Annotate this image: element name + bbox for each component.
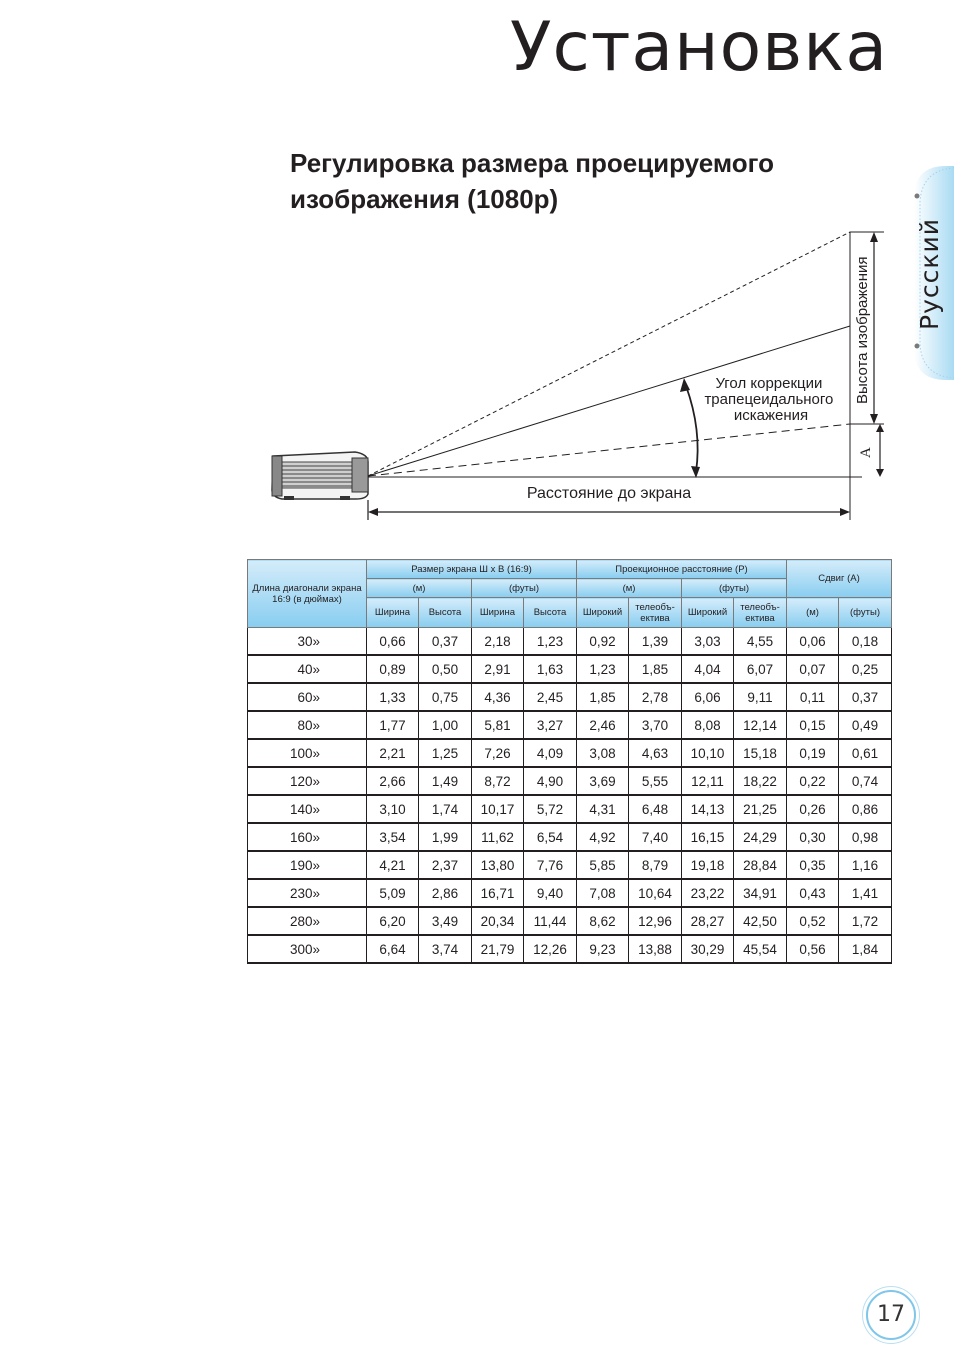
diagonal-cell: 300» bbox=[248, 935, 367, 963]
table-cell: 7,08 bbox=[577, 879, 629, 907]
header-width-ft: Ширина bbox=[472, 598, 524, 628]
table-cell: 0,35 bbox=[787, 851, 839, 879]
table-cell: 3,27 bbox=[524, 711, 577, 739]
table-cell: 0,75 bbox=[419, 683, 472, 711]
offset-label: A bbox=[858, 447, 874, 458]
table-cell: 1,77 bbox=[367, 711, 419, 739]
table-cell: 0,26 bbox=[787, 795, 839, 823]
table-cell: 3,70 bbox=[629, 711, 682, 739]
keystone-label-line-1: Угол коррекции bbox=[715, 375, 823, 392]
table-cell: 0,92 bbox=[577, 628, 629, 656]
table-cell: 5,55 bbox=[629, 767, 682, 795]
table-cell: 3,03 bbox=[682, 628, 734, 656]
table-cell: 1,72 bbox=[839, 907, 892, 935]
table-row bbox=[248, 683, 892, 711]
table-cell: 0,19 bbox=[787, 739, 839, 767]
header-distance-m: (м) bbox=[577, 579, 682, 598]
page-number: 17 bbox=[866, 1290, 916, 1340]
table-cell: 4,31 bbox=[577, 795, 629, 823]
header-screen-ft: (футы) bbox=[472, 579, 577, 598]
header-diagonal: Длина диагонали экрана 16:9 (в дюймах) bbox=[248, 560, 367, 628]
table-cell: 2,91 bbox=[472, 655, 524, 683]
table-cell: 0,49 bbox=[839, 711, 892, 739]
table-cell: 0,52 bbox=[787, 907, 839, 935]
table-cell: 0,30 bbox=[787, 823, 839, 851]
table-cell: 1,25 bbox=[419, 739, 472, 767]
diagonal-cell: 100» bbox=[248, 739, 367, 767]
table-cell: 34,91 bbox=[734, 879, 787, 907]
header-tele-m: телеобъ-ектива bbox=[629, 598, 682, 628]
table-cell: 7,26 bbox=[472, 739, 524, 767]
table-cell: 4,04 bbox=[682, 655, 734, 683]
table-cell: 4,92 bbox=[577, 823, 629, 851]
distance-arrow bbox=[368, 500, 850, 520]
table-cell: 19,18 bbox=[682, 851, 734, 879]
diagonal-cell: 230» bbox=[248, 879, 367, 907]
projector-icon bbox=[272, 452, 368, 500]
table-body bbox=[248, 628, 892, 964]
table-cell: 0,22 bbox=[787, 767, 839, 795]
keystone-label-line-3: искажения bbox=[733, 407, 809, 424]
table-row bbox=[248, 739, 892, 767]
table-cell: 28,27 bbox=[682, 907, 734, 935]
table-cell: 0,56 bbox=[787, 935, 839, 963]
keystone-label-line-2: трапецеидального bbox=[704, 391, 834, 408]
table-cell: 6,20 bbox=[367, 907, 419, 935]
header-screen-m: (м) bbox=[367, 579, 472, 598]
table-cell: 6,48 bbox=[629, 795, 682, 823]
table-cell: 0,98 bbox=[839, 823, 892, 851]
table-row bbox=[248, 879, 892, 907]
table-cell: 0,07 bbox=[787, 655, 839, 683]
table-cell: 16,15 bbox=[682, 823, 734, 851]
table-cell: 24,29 bbox=[734, 823, 787, 851]
header-wide-ft: Широкий bbox=[682, 598, 734, 628]
table-cell: 4,36 bbox=[472, 683, 524, 711]
image-height-arrow bbox=[870, 232, 878, 424]
table-cell: 8,08 bbox=[682, 711, 734, 739]
table-cell: 20,34 bbox=[472, 907, 524, 935]
table-cell: 5,81 bbox=[472, 711, 524, 739]
diagonal-cell: 120» bbox=[248, 767, 367, 795]
table-cell: 3,49 bbox=[419, 907, 472, 935]
table-cell: 42,50 bbox=[734, 907, 787, 935]
diagonal-cell: 30» bbox=[248, 628, 367, 656]
table-cell: 1,85 bbox=[577, 683, 629, 711]
table-cell: 0,18 bbox=[839, 628, 892, 656]
table-cell: 4,63 bbox=[629, 739, 682, 767]
table-cell: 4,21 bbox=[367, 851, 419, 879]
table-cell: 0,15 bbox=[787, 711, 839, 739]
table-cell: 21,79 bbox=[472, 935, 524, 963]
section-title: Регулировка размера проецируемого изображения (1080p) bbox=[290, 148, 775, 214]
table-cell: 0,74 bbox=[839, 767, 892, 795]
table-cell: 9,11 bbox=[734, 683, 787, 711]
table-cell: 6,64 bbox=[367, 935, 419, 963]
table-cell: 16,71 bbox=[472, 879, 524, 907]
table-cell: 8,79 bbox=[629, 851, 682, 879]
table-cell: 11,44 bbox=[524, 907, 577, 935]
table-cell: 30,29 bbox=[682, 935, 734, 963]
table-cell: 1,85 bbox=[629, 655, 682, 683]
table-row bbox=[248, 795, 892, 823]
table-cell: 0,06 bbox=[787, 628, 839, 656]
table-cell: 9,40 bbox=[524, 879, 577, 907]
diagonal-cell: 140» bbox=[248, 795, 367, 823]
diagonal-cell: 80» bbox=[248, 711, 367, 739]
table-row bbox=[248, 935, 892, 963]
header-offset: Сдвиг (A) bbox=[787, 560, 892, 598]
table-cell: 0,86 bbox=[839, 795, 892, 823]
diagonal-cell: 190» bbox=[248, 851, 367, 879]
table-cell: 1,33 bbox=[367, 683, 419, 711]
header-tele-ft: телеобъ-ектива bbox=[734, 598, 787, 628]
table-cell: 1,63 bbox=[524, 655, 577, 683]
table-cell: 0,25 bbox=[839, 655, 892, 683]
header-wide-m: Широкий bbox=[577, 598, 629, 628]
table-cell: 1,74 bbox=[419, 795, 472, 823]
table-cell: 45,54 bbox=[734, 935, 787, 963]
header-height-m: Высота bbox=[419, 598, 472, 628]
distance-label: Расстояние до экрана bbox=[526, 485, 692, 502]
table-cell: 2,37 bbox=[419, 851, 472, 879]
table-cell: 0,37 bbox=[419, 628, 472, 656]
page-title: Установка bbox=[510, 8, 888, 87]
header-screen-size: Размер экрана Ш x В (16:9) bbox=[367, 560, 577, 579]
table-cell: 3,54 bbox=[367, 823, 419, 851]
table-cell: 15,18 bbox=[734, 739, 787, 767]
table-cell: 1,41 bbox=[839, 879, 892, 907]
keystone-label bbox=[704, 375, 837, 424]
table-cell: 4,09 bbox=[524, 739, 577, 767]
table-cell: 3,08 bbox=[577, 739, 629, 767]
table-cell: 0,50 bbox=[419, 655, 472, 683]
table-cell: 1,23 bbox=[577, 655, 629, 683]
projection-size-table bbox=[247, 559, 892, 964]
table-cell: 12,26 bbox=[524, 935, 577, 963]
table-row bbox=[248, 823, 892, 851]
table-cell: 10,10 bbox=[682, 739, 734, 767]
table-cell: 13,88 bbox=[629, 935, 682, 963]
table-cell: 0,89 bbox=[367, 655, 419, 683]
diagonal-cell: 60» bbox=[248, 683, 367, 711]
table-cell: 7,76 bbox=[524, 851, 577, 879]
table-cell: 6,07 bbox=[734, 655, 787, 683]
table-cell: 11,62 bbox=[472, 823, 524, 851]
table-cell: 3,10 bbox=[367, 795, 419, 823]
table-cell: 1,99 bbox=[419, 823, 472, 851]
table-cell: 10,64 bbox=[629, 879, 682, 907]
table-cell: 1,00 bbox=[419, 711, 472, 739]
keystone-angle-arc bbox=[680, 378, 700, 478]
table-cell: 0,11 bbox=[787, 683, 839, 711]
table-cell: 4,55 bbox=[734, 628, 787, 656]
header-height-ft: Высота bbox=[524, 598, 577, 628]
table-cell: 2,45 bbox=[524, 683, 577, 711]
table-cell: 8,72 bbox=[472, 767, 524, 795]
projection-diagram bbox=[0, 0, 954, 540]
diagonal-cell: 160» bbox=[248, 823, 367, 851]
table-cell: 1,16 bbox=[839, 851, 892, 879]
table-cell: 13,80 bbox=[472, 851, 524, 879]
table-cell: 21,25 bbox=[734, 795, 787, 823]
table-cell: 12,14 bbox=[734, 711, 787, 739]
header-projection-distance: Проекционное расстояние (P) bbox=[577, 560, 787, 579]
header-distance-ft: (футы) bbox=[682, 579, 787, 598]
language-label: Русский bbox=[915, 218, 944, 330]
table-cell: 5,09 bbox=[367, 879, 419, 907]
table-cell: 1,49 bbox=[419, 767, 472, 795]
table-cell: 2,78 bbox=[629, 683, 682, 711]
table-cell: 1,84 bbox=[839, 935, 892, 963]
table-cell: 18,22 bbox=[734, 767, 787, 795]
table-row bbox=[248, 907, 892, 935]
table-cell: 1,39 bbox=[629, 628, 682, 656]
table-row bbox=[248, 711, 892, 739]
table-cell: 2,18 bbox=[472, 628, 524, 656]
table-cell: 0,66 bbox=[367, 628, 419, 656]
table-cell: 8,62 bbox=[577, 907, 629, 935]
table-cell: 0,43 bbox=[787, 879, 839, 907]
image-height-label: Высота изображения bbox=[854, 256, 871, 404]
table-cell: 12,11 bbox=[682, 767, 734, 795]
header-offset-m: (м) bbox=[787, 598, 839, 628]
table-cell: 12,96 bbox=[629, 907, 682, 935]
header-offset-ft: (футы) bbox=[839, 598, 892, 628]
table-row bbox=[248, 767, 892, 795]
table-cell: 10,17 bbox=[472, 795, 524, 823]
table-cell: 1,23 bbox=[524, 628, 577, 656]
table-cell: 2,86 bbox=[419, 879, 472, 907]
table-cell: 2,66 bbox=[367, 767, 419, 795]
table-row bbox=[248, 628, 892, 656]
table-cell: 6,54 bbox=[524, 823, 577, 851]
table-cell: 14,13 bbox=[682, 795, 734, 823]
offset-arrow bbox=[876, 424, 884, 477]
table-cell: 6,06 bbox=[682, 683, 734, 711]
table-cell: 28,84 bbox=[734, 851, 787, 879]
table-cell: 5,85 bbox=[577, 851, 629, 879]
table-cell: 4,90 bbox=[524, 767, 577, 795]
table-cell: 2,21 bbox=[367, 739, 419, 767]
table-row bbox=[248, 851, 892, 879]
header-width-m: Ширина bbox=[367, 598, 419, 628]
diagonal-cell: 280» bbox=[248, 907, 367, 935]
table-cell: 3,69 bbox=[577, 767, 629, 795]
diagonal-cell: 40» bbox=[248, 655, 367, 683]
table-cell: 9,23 bbox=[577, 935, 629, 963]
table-cell: 0,61 bbox=[839, 739, 892, 767]
table-cell: 7,40 bbox=[629, 823, 682, 851]
table-cell: 2,46 bbox=[577, 711, 629, 739]
table-cell: 23,22 bbox=[682, 879, 734, 907]
table-cell: 0,37 bbox=[839, 683, 892, 711]
table-cell: 5,72 bbox=[524, 795, 577, 823]
table-cell: 3,74 bbox=[419, 935, 472, 963]
table-row bbox=[248, 655, 892, 683]
